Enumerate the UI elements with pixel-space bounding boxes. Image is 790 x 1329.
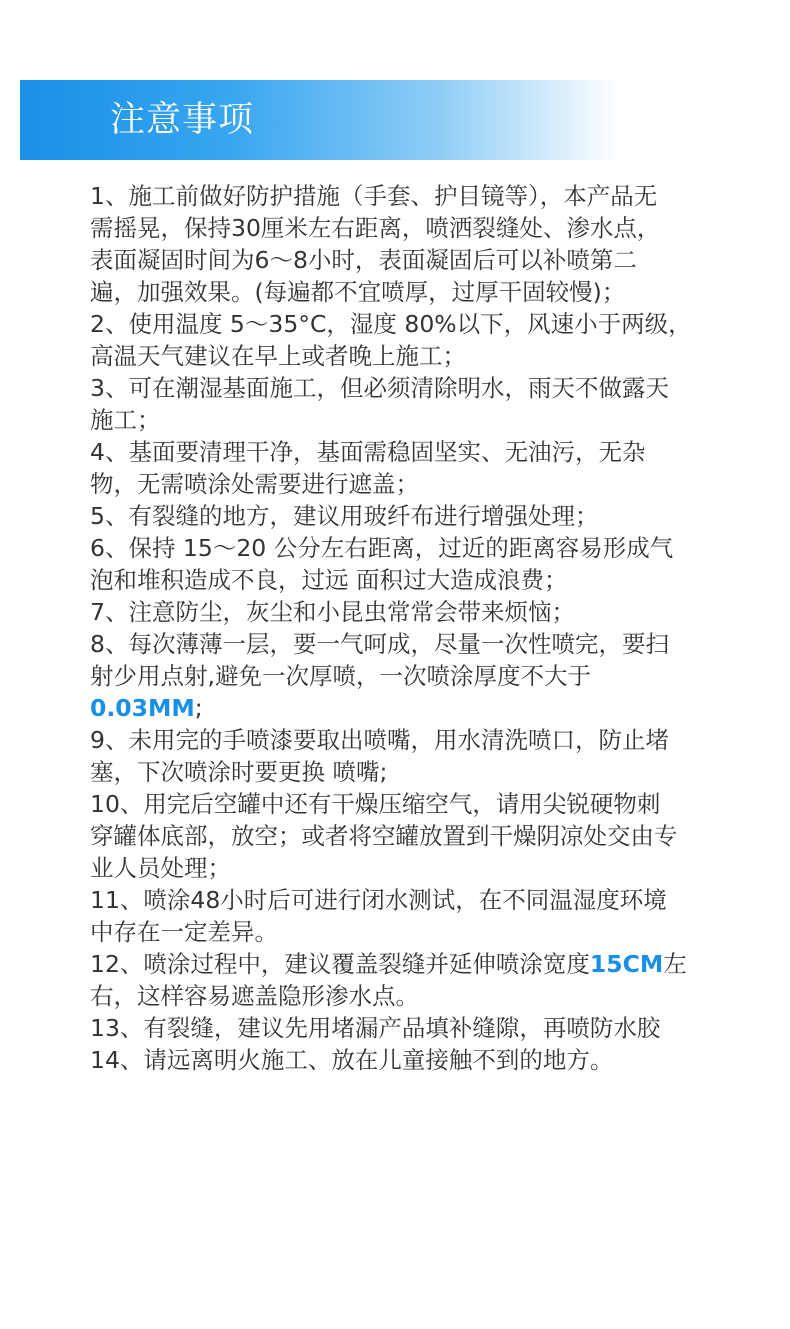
thickness-highlight: 0.03MM	[90, 694, 195, 722]
note-line: 遍，加强效果。(每遍都不宜喷厚，过厚干固较慢)；	[90, 278, 626, 306]
note-line: 7、注意防尘，灰尘和小昆虫常常会带来烦恼；	[90, 598, 575, 626]
notes-list	[90, 180, 740, 1076]
note-line: 13、有裂缝，建议先用堵漏产品填补缝隙，再喷防水胶	[90, 1014, 661, 1042]
width-highlight: 15CM	[589, 950, 664, 978]
note-line: 1、施工前做好防护措施（手套、护目镜等），本产品无	[90, 182, 658, 210]
note-line: 穿罐体底部，放空；或者将空罐放置到干燥阴凉处交由专	[90, 822, 678, 850]
note-line: 中存在一定差异。	[90, 918, 278, 946]
note-line	[90, 948, 740, 980]
note-line: 射少用点射,避免一次厚喷，一次喷涂厚度不大于	[90, 662, 591, 690]
note-line-text: 12、喷涂过程中，建议覆盖裂缝并延伸喷涂宽度	[90, 950, 590, 978]
note-line: 2、使用温度 5～35°C，湿度 80%以下，风速小于两级，	[90, 310, 692, 338]
note-line: 泡和堆积造成不良，过远 面积过大造成浪费；	[90, 566, 568, 594]
note-line	[90, 692, 740, 724]
note-line: 施工；	[90, 406, 161, 434]
note-line: 9、未用完的手喷漆要取出喷嘴，用水清洗喷口，防止堵	[90, 726, 669, 754]
note-line: 表面凝固时间为6～8小时，表面凝固后可以补喷第二	[90, 246, 637, 274]
note-line: 物，无需喷涂处需要进行遮盖；	[90, 470, 419, 498]
note-line: 10、用完后空罐中还有干燥压缩空气，请用尖锐硬物刺	[90, 790, 661, 818]
note-line: 高温天气建议在早上或者晚上施工；	[90, 342, 466, 370]
note-line-text: ;	[194, 694, 203, 722]
note-line: 8、每次薄薄一层，要一气呵成，尽量一次性喷完，要扫	[90, 630, 669, 658]
note-line: 需摇晃，保持30厘米左右距离，喷洒裂缝处、渗水点，	[90, 214, 661, 242]
note-line: 11、喷涂48小时后可进行闭水测试，在不同温湿度环境	[90, 886, 667, 914]
page-title: 注意事项	[110, 100, 255, 140]
note-line: 业人员处理；	[90, 854, 231, 882]
note-line: 4、基面要清理干净，基面需稳固坚实、无油污，无杂	[90, 438, 646, 466]
note-line-text: 左	[663, 950, 687, 978]
note-line: 3、可在潮湿基面施工，但必须清除明水，雨天不做露天	[90, 374, 669, 402]
note-line: 5、有裂缝的地方，建议用玻纤布进行增强处理；	[90, 502, 599, 530]
note-line: 塞，下次喷涂时要更换 喷嘴;	[90, 758, 388, 786]
note-line: 右，这样容易遮盖隐形渗水点。	[90, 982, 419, 1010]
note-line: 6、保持 15～20 公分左右距离，过近的距离容易形成气	[90, 534, 674, 562]
note-line: 14、请远离明火施工、放在儿童接触不到的地方。	[90, 1046, 614, 1074]
header-banner	[20, 80, 620, 160]
